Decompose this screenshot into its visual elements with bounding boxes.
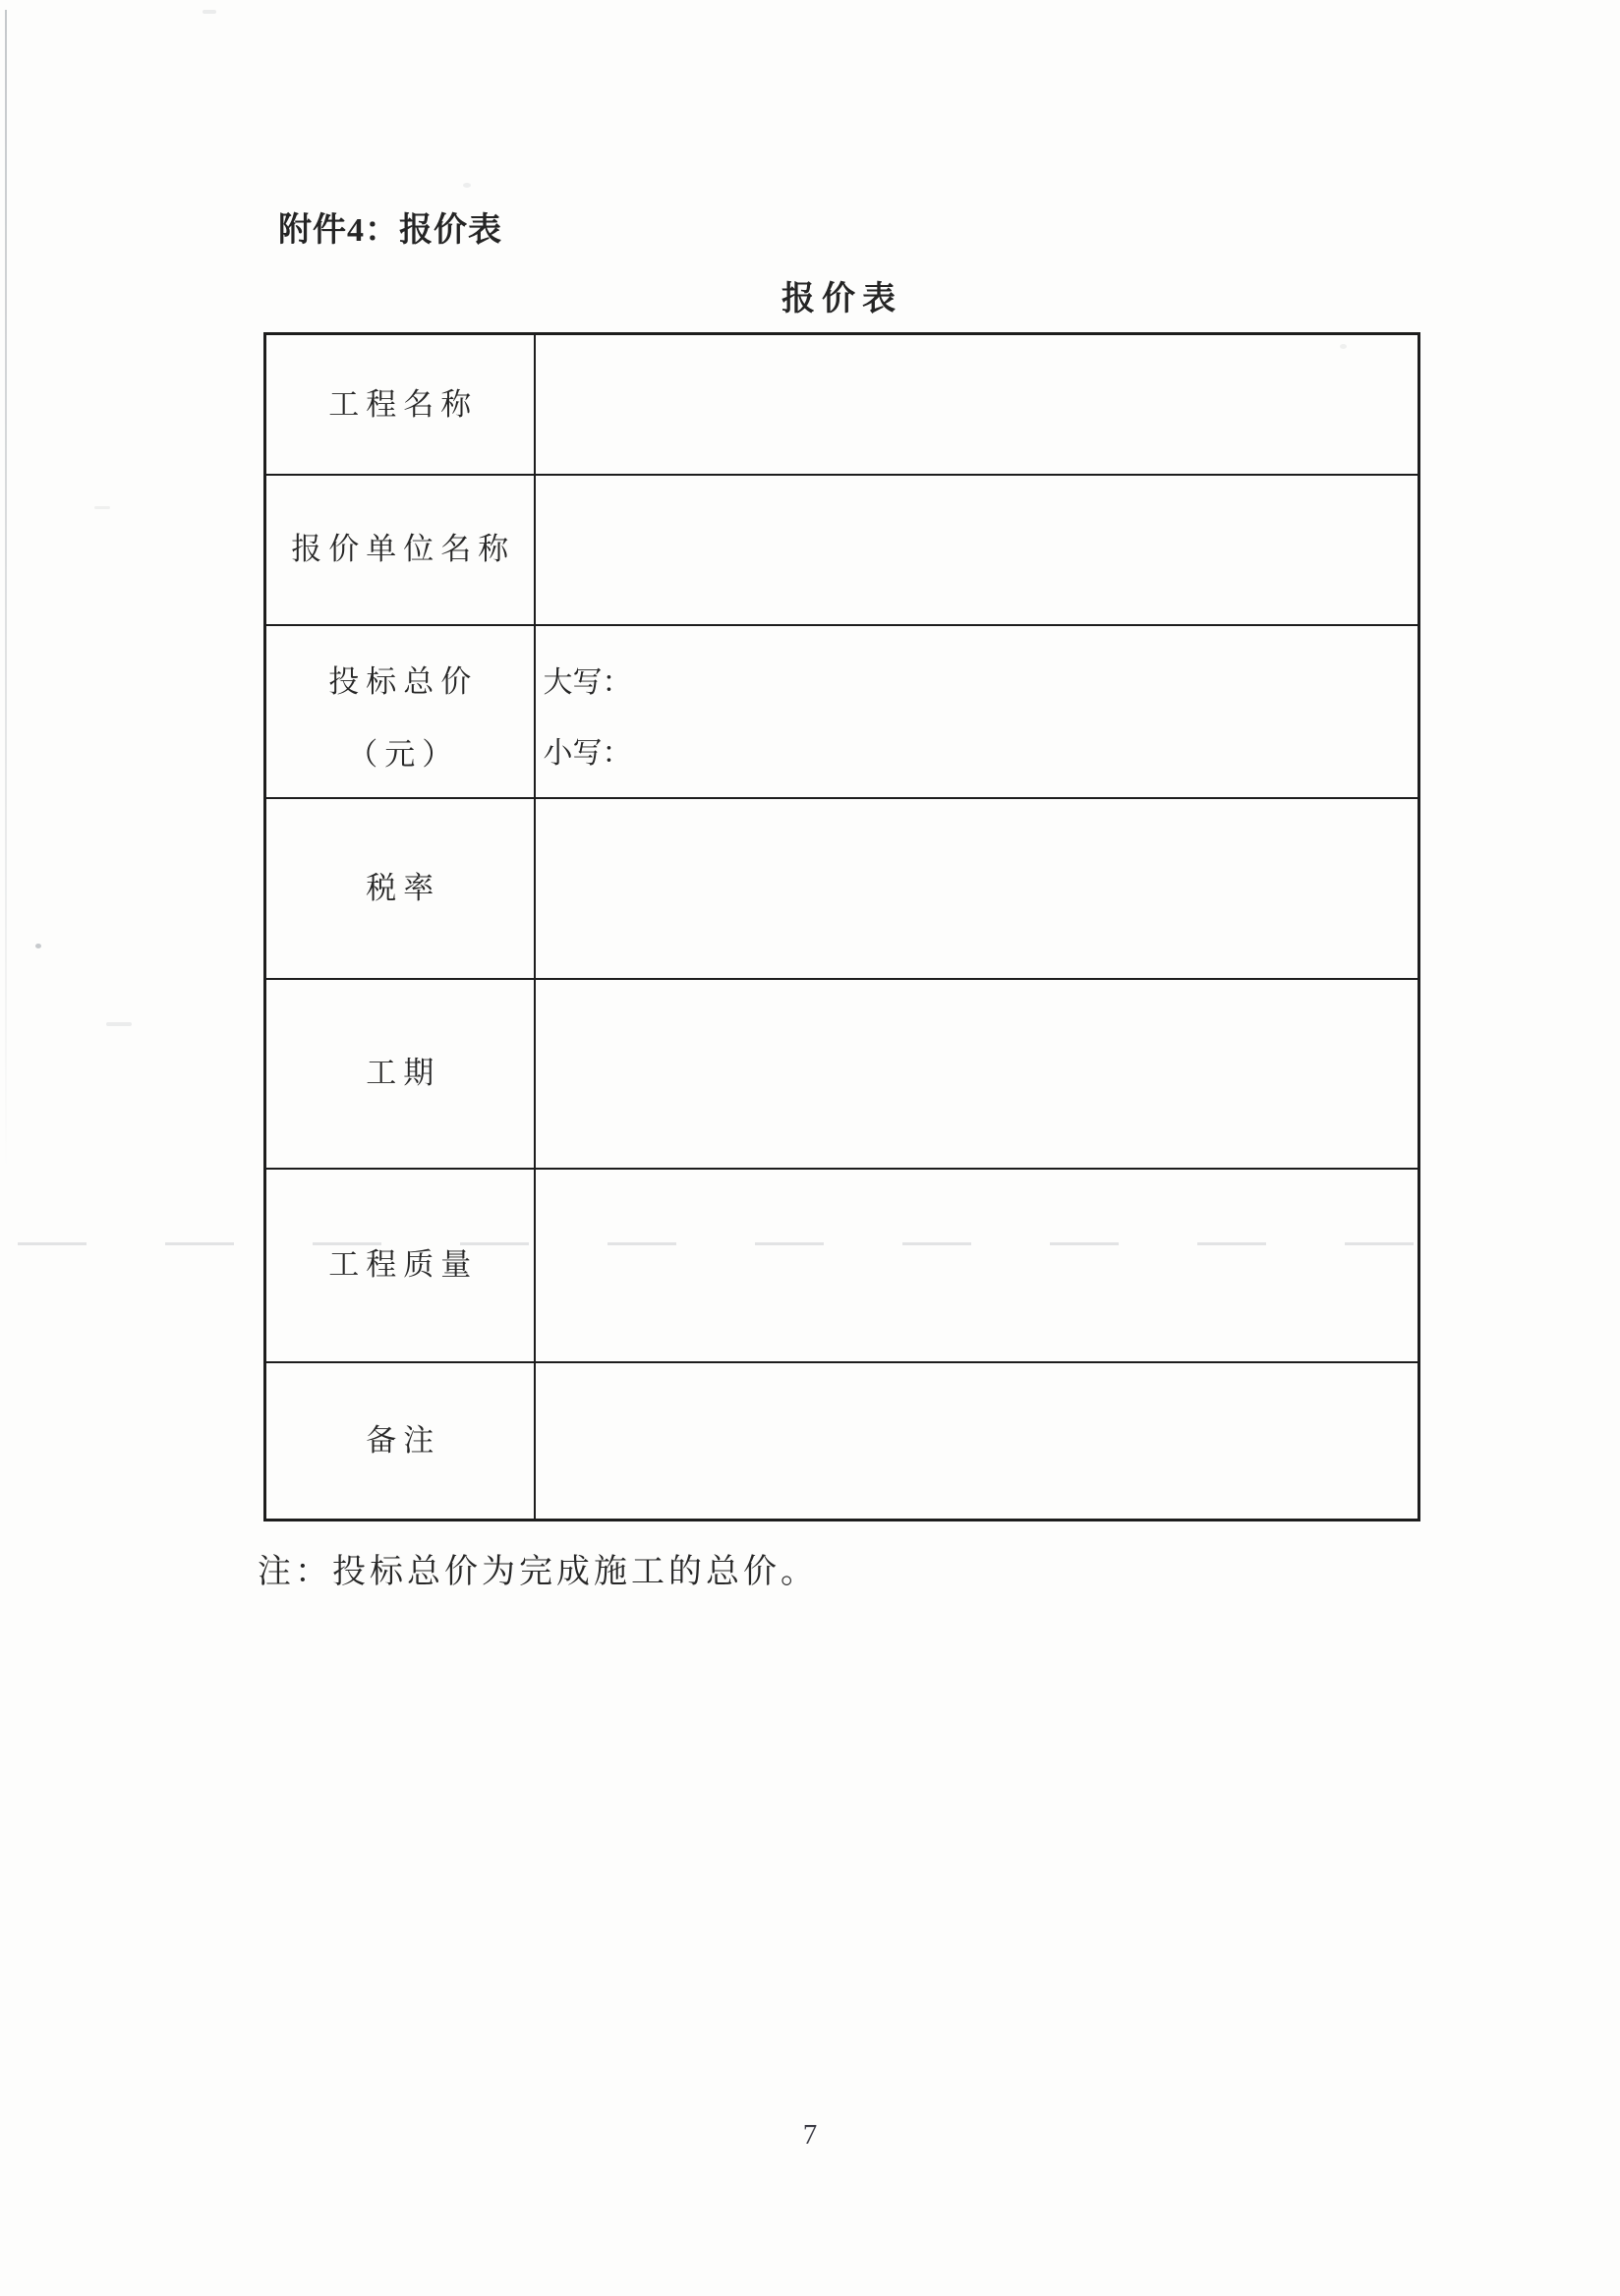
attachment-heading: 附件4：报价表 (278, 212, 502, 249)
row-value-cell-empty (535, 1362, 1419, 1521)
row-value-cell-empty (535, 334, 1419, 475)
page-number: 7 (802, 2119, 818, 2151)
row-value-cell (535, 625, 1419, 798)
quotation-table (263, 332, 1420, 1521)
scan-artifact-speck (106, 1022, 132, 1026)
row-label-cell (265, 1169, 535, 1362)
note-text: 注：投标总价为完成施工的总价。 (258, 1554, 818, 1590)
row-label-cell (265, 979, 535, 1169)
table-row-total-bid-price (265, 625, 1419, 798)
scan-artifact-speck (94, 506, 110, 509)
row-label-cell (265, 1362, 535, 1521)
table-row-project-quality (265, 1169, 1419, 1362)
row-label: 工程质量 (328, 1247, 479, 1283)
row-label: 工程名称 (328, 386, 479, 422)
row-label-cell (265, 625, 535, 798)
row-label-line2: （元） (347, 736, 460, 772)
scan-artifact-vertical-line (5, 10, 7, 1170)
table-row-duration (265, 979, 1419, 1169)
scan-artifact-speck (202, 10, 216, 14)
row-label-cell (265, 475, 535, 625)
row-label: 税率 (366, 870, 441, 905)
table-row-bidder-name (265, 475, 1419, 625)
table-row-project-name (265, 334, 1419, 475)
row-value-cell-empty (535, 979, 1419, 1169)
row-label-line1: 投标总价 (328, 664, 479, 700)
scan-artifact-speck (35, 944, 41, 948)
table-title: 报价表 (781, 281, 902, 317)
row-label: 备注 (366, 1423, 441, 1459)
table-row-remarks (265, 1362, 1419, 1521)
row-label-cell (265, 798, 535, 979)
row-value-cell-empty (535, 1169, 1419, 1362)
scan-artifact-speck (463, 183, 471, 188)
amount-in-words-label: 大写： (543, 665, 632, 699)
row-value-cell-empty (535, 475, 1419, 625)
row-value-cell-empty (535, 798, 1419, 979)
row-label: 工期 (366, 1056, 441, 1091)
amount-in-figures-label: 小写： (543, 736, 632, 770)
row-label-cell (265, 334, 535, 475)
table-row-tax-rate (265, 798, 1419, 979)
row-label: 报价单位名称 (291, 532, 516, 567)
